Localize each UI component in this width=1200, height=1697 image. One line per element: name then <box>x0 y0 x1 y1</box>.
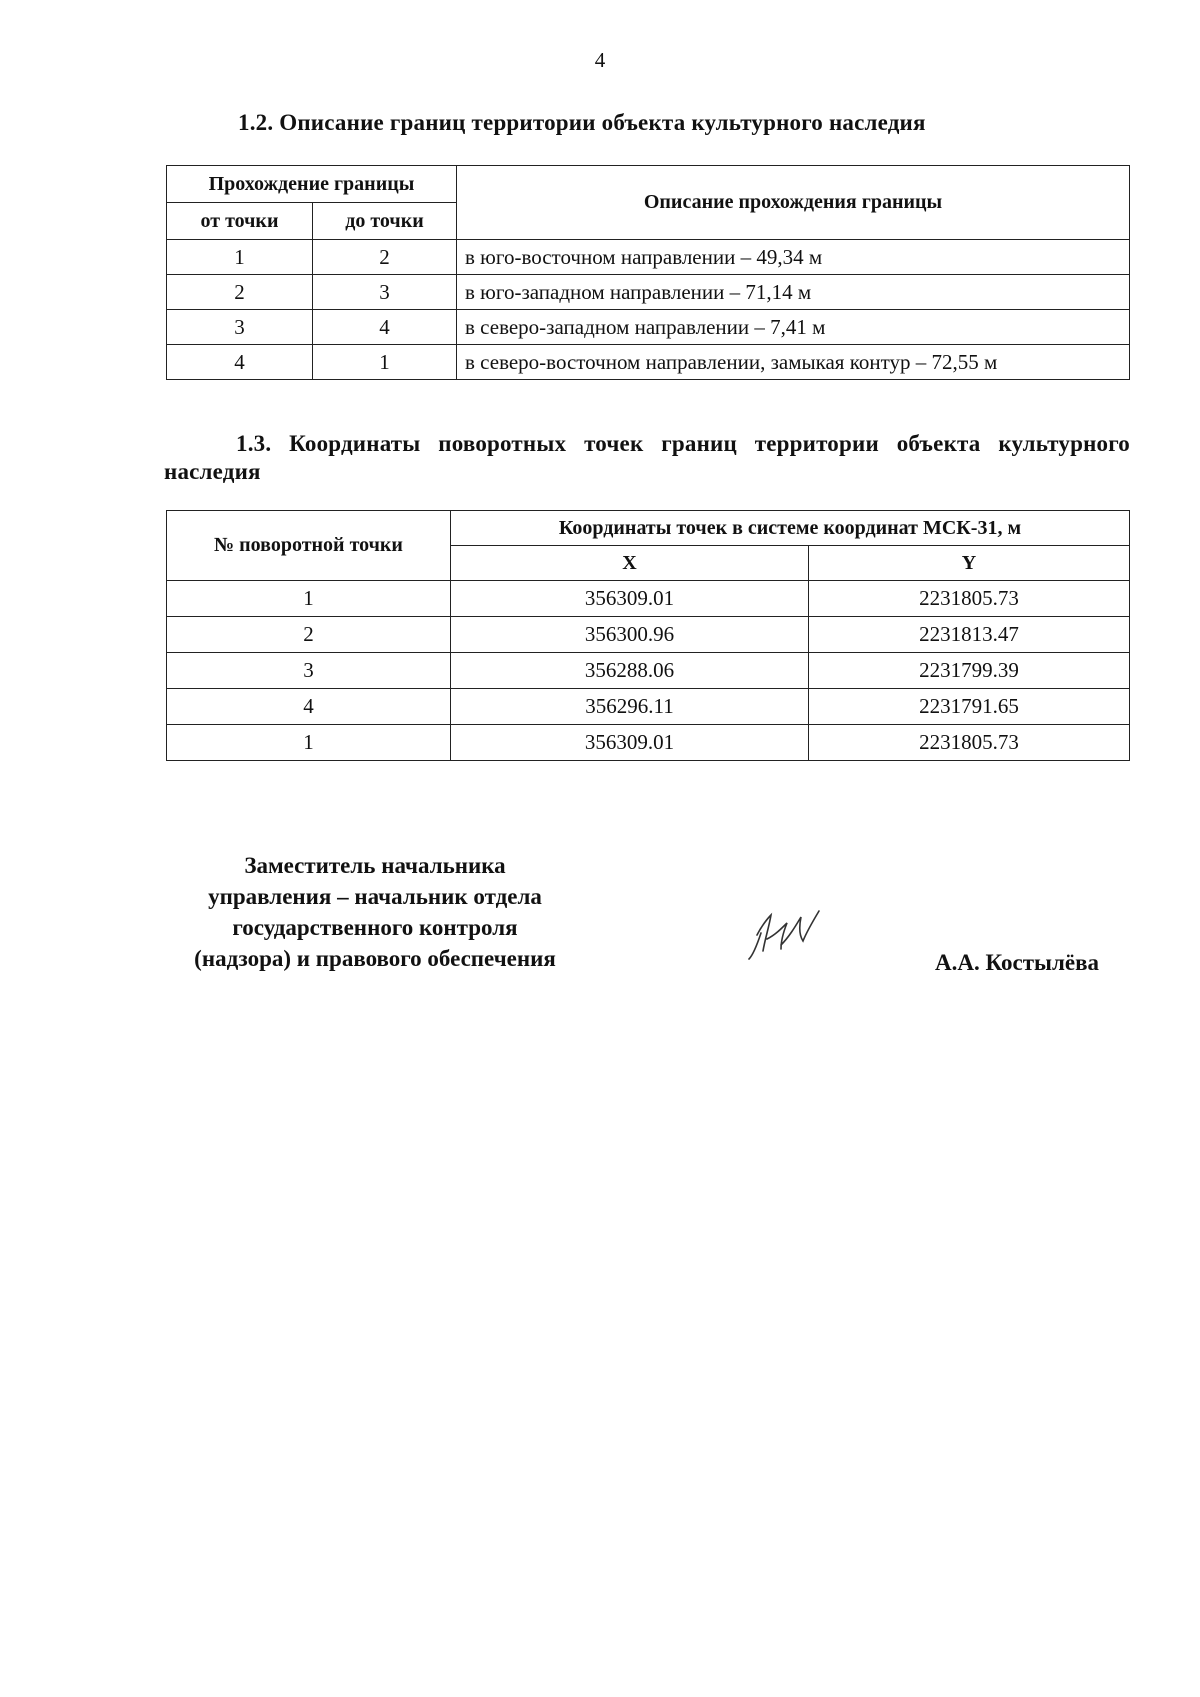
position-line: управления – начальник отдела <box>208 884 542 909</box>
description-cell: в северо-западном направлении – 7,41 м <box>457 310 1130 345</box>
table-row <box>167 617 1130 653</box>
to-point-cell: 4 <box>313 310 457 345</box>
x-cell: 356309.01 <box>451 725 809 761</box>
y-cell: 2231805.73 <box>809 725 1130 761</box>
header-point-number: № поворотной точки <box>167 511 451 581</box>
y-cell: 2231791.65 <box>809 689 1130 725</box>
table-row <box>167 310 1130 345</box>
position-line: (надзора) и правового обеспечения <box>194 946 556 971</box>
boundary-description-table <box>166 165 1130 380</box>
y-cell: 2231813.47 <box>809 617 1130 653</box>
signatory-name: А.А. Костылёва <box>935 950 1099 975</box>
description-cell: в юго-восточном направлении – 49,34 м <box>457 240 1130 275</box>
section-heading-1-2: 1.2. Описание границ территории объекта культурного наследия <box>238 110 926 135</box>
header-to-point: до точки <box>313 203 457 240</box>
description-cell: в юго-западном направлении – 71,14 м <box>457 275 1130 310</box>
x-cell: 356296.11 <box>451 689 809 725</box>
table-row <box>167 345 1130 380</box>
table-row <box>167 689 1130 725</box>
y-cell: 2231799.39 <box>809 653 1130 689</box>
x-cell: 356300.96 <box>451 617 809 653</box>
point-cell: 2 <box>167 617 451 653</box>
coordinates-table <box>166 510 1130 761</box>
header-y: Y <box>809 546 1130 581</box>
header-boundary-description: Описание прохождения границы <box>457 166 1130 240</box>
table-row <box>167 725 1130 761</box>
from-point-cell: 3 <box>167 310 313 345</box>
header-boundary-passage: Прохождение границы <box>167 166 457 203</box>
to-point-cell: 2 <box>313 240 457 275</box>
header-from-point: от точки <box>167 203 313 240</box>
table-row <box>167 240 1130 275</box>
table-row <box>167 653 1130 689</box>
section-heading-1-3: 1.3. Координаты поворотных точек границ территории объекта культурного наследия <box>164 431 1130 484</box>
to-point-cell: 1 <box>313 345 457 380</box>
header-coordinates: Координаты точек в системе координат МСК-31, м <box>451 511 1130 546</box>
x-cell: 356288.06 <box>451 653 809 689</box>
position-line: государственного контроля <box>232 915 518 940</box>
from-point-cell: 2 <box>167 275 313 310</box>
from-point-cell: 4 <box>167 345 313 380</box>
description-cell: в северо-восточном направлении, замыкая контур – 72,55 м <box>457 345 1130 380</box>
position-line: Заместитель начальника <box>244 853 506 878</box>
header-x: X <box>451 546 809 581</box>
point-cell: 1 <box>167 581 451 617</box>
table-row <box>167 275 1130 310</box>
y-cell: 2231805.73 <box>809 581 1130 617</box>
handwritten-signature <box>745 905 825 965</box>
page-number: 4 <box>594 48 606 72</box>
point-cell: 1 <box>167 725 451 761</box>
signatory-position <box>160 850 590 974</box>
from-point-cell: 1 <box>167 240 313 275</box>
point-cell: 4 <box>167 689 451 725</box>
to-point-cell: 3 <box>313 275 457 310</box>
x-cell: 356309.01 <box>451 581 809 617</box>
table-row <box>167 581 1130 617</box>
point-cell: 3 <box>167 653 451 689</box>
